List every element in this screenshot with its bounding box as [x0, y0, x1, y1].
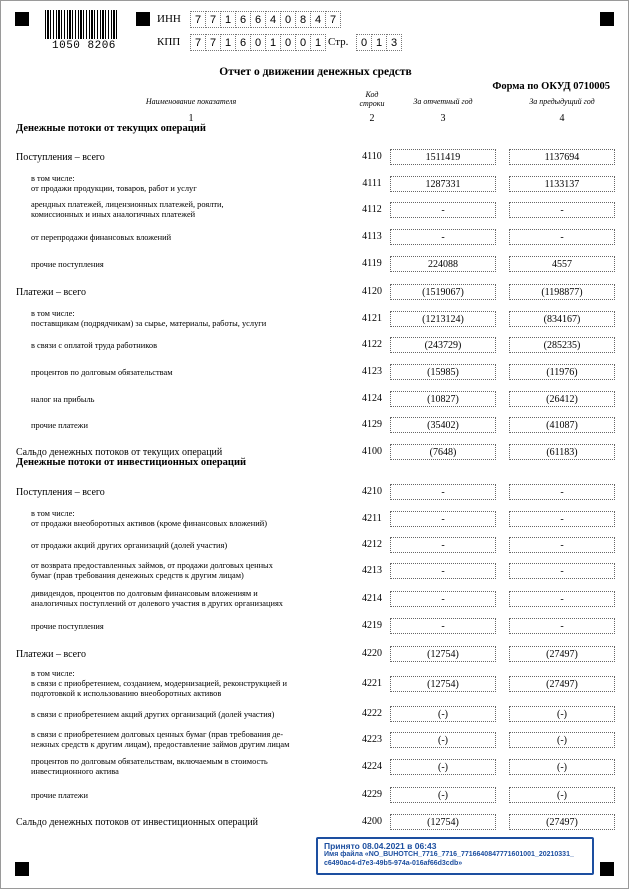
- inn-label: ИНН: [157, 13, 181, 25]
- barcode: [45, 10, 119, 39]
- value-previous-4122: (285235): [509, 337, 615, 353]
- value-current-4100: (7648): [390, 444, 496, 460]
- row-code-4200: 4200: [362, 816, 382, 827]
- value-previous-4124: (26412): [509, 391, 615, 407]
- row-label-4219: прочие поступления: [31, 622, 104, 631]
- page-digit-cell: 0: [356, 34, 372, 51]
- value-previous-4121: (834167): [509, 311, 615, 327]
- stamp-file-line2: c6490ac4-d7e3-49b5-974a-016af66d3cdb»: [324, 859, 463, 867]
- value-previous-4211: -: [509, 511, 615, 527]
- row-code-4122: 4122: [362, 339, 382, 350]
- row-label-4200: Сальдо денежных потоков от инвестиционных операций: [16, 817, 259, 828]
- row-code-4100: 4100: [362, 446, 382, 457]
- value-previous-4110: 1137694: [509, 149, 615, 165]
- col-num-4: 4: [559, 113, 565, 124]
- row-code-4213: 4213: [362, 565, 382, 576]
- value-current-4113: -: [390, 229, 496, 245]
- kpp-label: КПП: [157, 36, 181, 48]
- row-code-4111: 4111: [362, 178, 382, 189]
- row-code-4220: 4220: [362, 648, 382, 659]
- value-current-4124: (10827): [390, 391, 496, 407]
- inn-digit-cell: 7: [325, 11, 341, 28]
- row-label-4124: налог на прибыль: [31, 395, 95, 404]
- page-digit-cell: 1: [371, 34, 387, 51]
- row-code-4123: 4123: [362, 366, 382, 377]
- value-current-4223: (-): [390, 732, 496, 748]
- inn-digit-cell: 7: [190, 11, 206, 28]
- row-code-4119: 4119: [362, 258, 382, 269]
- inn-digit-cell: 7: [205, 11, 221, 28]
- row-label-4229: прочие платежи: [31, 791, 88, 800]
- kpp-digit-cell: 1: [220, 34, 236, 51]
- kpp-digit-cell: 0: [295, 34, 311, 51]
- row-code-4211: 4211: [362, 513, 382, 524]
- corner-marker-bottom-left: [15, 862, 29, 876]
- col-head-name: Наименование показателя: [145, 97, 237, 106]
- value-current-4222: (-): [390, 706, 496, 722]
- value-current-4112: -: [390, 202, 496, 218]
- value-current-4219: -: [390, 618, 496, 634]
- row-code-4129: 4129: [362, 419, 382, 430]
- row-code-4110: 4110: [362, 151, 382, 162]
- section-operating: Денежные потоки от текущих операций: [16, 123, 206, 134]
- value-current-4121: (1213124): [390, 311, 496, 327]
- value-current-4120: (1519067): [390, 284, 496, 300]
- inn-digit-cell: 4: [310, 11, 326, 28]
- row-code-4214: 4214: [362, 593, 382, 604]
- corner-marker-top-mid: [136, 12, 150, 26]
- value-current-4110: 1511419: [390, 149, 496, 165]
- value-current-4211: -: [390, 511, 496, 527]
- value-current-4111: 1287331: [390, 176, 496, 192]
- value-previous-4229: (-): [509, 787, 615, 803]
- value-previous-4200: (27497): [509, 814, 615, 830]
- row-label-4222: в связи с приобретением акций других организаций (долей участия): [31, 710, 275, 719]
- inn-digit-cell: 8: [295, 11, 311, 28]
- value-previous-4113: -: [509, 229, 615, 245]
- value-current-4129: (35402): [390, 417, 496, 433]
- row-code-4224: 4224: [362, 761, 382, 772]
- row-label-4223: в связи с приобретением долговых ценных бумаг (прав требования де- нежных средств к другим лицам), предоставление займов другим лицам: [31, 730, 290, 749]
- kpp-digit-cell: 0: [280, 34, 296, 51]
- row-label-4100: Сальдо денежных потоков от текущих операций: [16, 447, 223, 458]
- row-code-4210: 4210: [362, 486, 382, 497]
- row-label-4123: процентов по долговым обязательствам: [31, 368, 173, 377]
- kpp-cells: [190, 34, 325, 51]
- value-current-4224: (-): [390, 759, 496, 775]
- value-current-4214: -: [390, 591, 496, 607]
- row-label-4220: Платежи – всего: [16, 649, 86, 660]
- col-num-3: 3: [440, 113, 446, 124]
- value-current-4122: (243729): [390, 337, 496, 353]
- value-previous-4213: -: [509, 563, 615, 579]
- value-previous-4212: -: [509, 537, 615, 553]
- value-previous-4223: (-): [509, 732, 615, 748]
- value-current-4212: -: [390, 537, 496, 553]
- col-head-previous: За предыдущий год: [529, 97, 595, 106]
- inn-digit-cell: 4: [265, 11, 281, 28]
- section-investing: Денежные потоки от инвестиционных операций: [16, 457, 247, 468]
- row-label-4211: в том числе: от продажи внеоборотных активов (кроме финансовых вложений): [31, 509, 268, 528]
- kpp-digit-cell: 7: [205, 34, 221, 51]
- value-current-4200: (12754): [390, 814, 496, 830]
- row-code-4219: 4219: [362, 620, 382, 631]
- value-previous-4123: (11976): [509, 364, 615, 380]
- value-previous-4210: -: [509, 484, 615, 500]
- col-num-2: 2: [369, 113, 375, 124]
- row-code-4120: 4120: [362, 286, 382, 297]
- corner-marker-top-left: [15, 12, 29, 26]
- value-previous-4120: (1198877): [509, 284, 615, 300]
- row-label-4122: в связи с оплатой труда работников: [31, 341, 158, 350]
- value-previous-4129: (41087): [509, 417, 615, 433]
- kpp-digit-cell: 1: [265, 34, 281, 51]
- value-current-4210: -: [390, 484, 496, 500]
- col-head-code: Код строки: [359, 90, 385, 108]
- col-head-current: За отчетный год: [413, 97, 473, 106]
- row-code-4212: 4212: [362, 539, 382, 550]
- value-previous-4111: 1133137: [509, 176, 615, 192]
- row-label-4120: Платежи – всего: [16, 287, 86, 298]
- row-label-4210: Поступления – всего: [16, 487, 105, 498]
- value-current-4221: (12754): [390, 676, 496, 692]
- value-previous-4224: (-): [509, 759, 615, 775]
- value-previous-4221: (27497): [509, 676, 615, 692]
- row-label-4224: процентов по долговым обязательствам, включаемым в стоимость инвестиционного актива: [31, 757, 268, 776]
- row-code-4229: 4229: [362, 789, 382, 800]
- col-num-1: 1: [188, 113, 194, 124]
- corner-marker-bottom-right: [600, 862, 614, 876]
- kpp-digit-cell: 0: [250, 34, 266, 51]
- page-cells: [356, 34, 401, 51]
- value-previous-4119: 4557: [509, 256, 615, 272]
- row-code-4222: 4222: [362, 708, 382, 719]
- row-label-4111: в том числе: от продажи продукции, товаров, работ и услуг: [31, 174, 197, 193]
- row-label-4129: прочие платежи: [31, 421, 88, 430]
- value-previous-4222: (-): [509, 706, 615, 722]
- row-label-4212: от продажи акций других организаций (долей участия): [31, 541, 228, 550]
- value-previous-4112: -: [509, 202, 615, 218]
- row-label-4113: от перепродажи финансовых вложений: [31, 233, 172, 242]
- value-previous-4100: (61183): [509, 444, 615, 460]
- row-code-4124: 4124: [362, 393, 382, 404]
- row-label-4112: арендных платежей, лицензионных платежей, роялти, комиссионных и иных аналогичных платежей: [31, 200, 224, 219]
- value-previous-4220: (27497): [509, 646, 615, 662]
- report-title: Отчет о движении денежных средств: [219, 66, 412, 78]
- row-label-4110: Поступления – всего: [16, 152, 105, 163]
- okud-code: Форма по ОКУД 0710005: [492, 81, 610, 92]
- row-code-4112: 4112: [362, 204, 382, 215]
- row-label-4214: дивидендов, процентов по долговым финансовым вложениям и аналогичных поступлений от долевого участия в других организациях: [31, 589, 283, 608]
- inn-cells: [190, 11, 340, 28]
- corner-marker-top-right: [600, 12, 614, 26]
- row-code-4113: 4113: [362, 231, 382, 242]
- row-code-4221: 4221: [362, 678, 382, 689]
- page-digit-cell: 3: [386, 34, 402, 51]
- inn-digit-cell: 6: [235, 11, 251, 28]
- inn-digit-cell: 0: [280, 11, 296, 28]
- page-label: Стр.: [328, 36, 349, 48]
- row-label-4221: в том числе: в связи с приобретением, созданием, модернизацией, реконструкцией и подготовкой к использованию внеоборотных активов: [31, 669, 287, 698]
- value-current-4229: (-): [390, 787, 496, 803]
- value-current-4119: 224088: [390, 256, 496, 272]
- value-previous-4219: -: [509, 618, 615, 634]
- stamp-file-line1: Имя файла «NO_BUHOTCH_7716_7716_7716640847771601001_20210331_: [324, 851, 574, 858]
- value-current-4220: (12754): [390, 646, 496, 662]
- row-label-4213: от возврата предоставленных займов, от продажи долговых ценных бумаг (прав требования денежных средств к другим лицам): [31, 561, 273, 580]
- row-code-4121: 4121: [362, 313, 382, 324]
- row-code-4223: 4223: [362, 734, 382, 745]
- inn-digit-cell: 6: [250, 11, 266, 28]
- row-label-4119: прочие поступления: [31, 260, 104, 269]
- value-current-4213: -: [390, 563, 496, 579]
- inn-digit-cell: 1: [220, 11, 236, 28]
- stamp-accepted: Принято 08.04.2021 в 06:43: [324, 841, 437, 851]
- kpp-digit-cell: 1: [310, 34, 326, 51]
- barcode-number: 1050 8206: [52, 40, 116, 52]
- acceptance-stamp: [316, 837, 594, 875]
- value-current-4123: (15985): [390, 364, 496, 380]
- kpp-digit-cell: 6: [235, 34, 251, 51]
- row-label-4121: в том числе: поставщикам (подрядчикам) за сырье, материалы, работы, услуги: [31, 309, 267, 328]
- kpp-digit-cell: 7: [190, 34, 206, 51]
- value-previous-4214: -: [509, 591, 615, 607]
